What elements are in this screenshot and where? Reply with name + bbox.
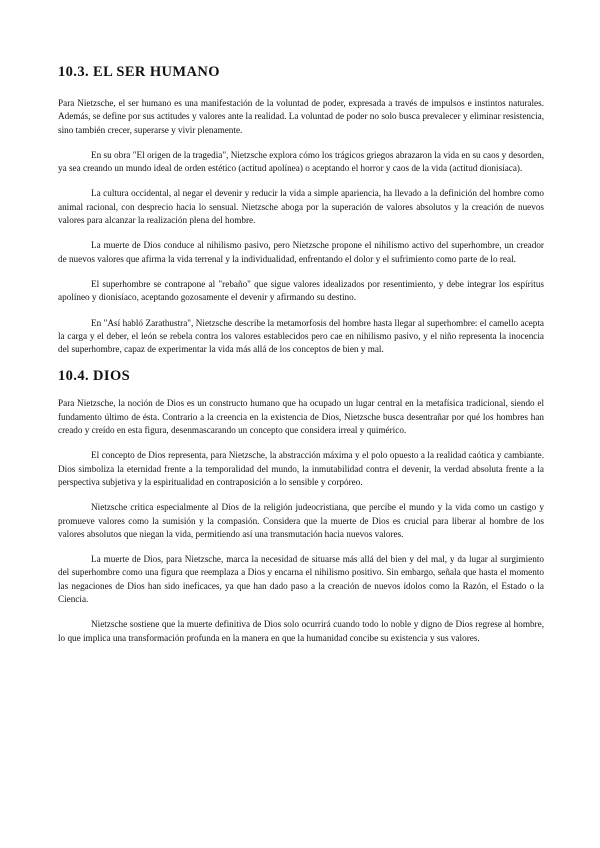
paragraph: Para Nietzsche, el ser humano es una manifestación de la voluntad de poder, expresada a través de impulsos e instintos naturales. Además, se define por sus actitudes y valores ante la realidad. La voluntad de poder no solo busca prevalecer y eliminar resistencia, sino también crecer, superarse y vivir plenamente.: [58, 98, 544, 135]
paragraph: Para Nietzsche, la noción de Dios es un constructo humano que ha ocupado un lugar central en la metafísica tradicional, siendo el fundamento último de ésta. Contrario a la creencia en la existencia de Dios, Nietzsche busca desentrañar por qué los hombres han creado y creído en esta figura, desenmascarando un concepto que considera irreal y quimérico.: [58, 398, 544, 436]
section-heading-dios: 10.4. DIOS: [58, 368, 131, 385]
paragraph: La cultura occidental, al negar el devenir y reducir la vida a simple apariencia, ha llevado a la definición del hombre como animal racional, con desprecio hacia lo sensual. Nietzsche aboga por la superación de valores absolutos y la creación de nuevos valores para alcanzar la realización plena del hombre.: [58, 188, 544, 226]
paragraph: Nietzsche critica especialmente al Dios de la religión judeocristiana, que percibe el mundo y la vida como un castigo y promueve valores como la sumisión y la compasión. Considera que la muerte de Dios es crucial para liberar al hombre de los valores absolutos que niegan la vida, permitiendo así una transmutación hacia nuevos valores.: [58, 502, 544, 539]
paragraph: La muerte de Dios, para Nietzsche, marca la necesidad de situarse más allá del bien y del mal, y da lugar al surgimiento del superhombre como una figura que reemplaza a Dios y encarna el nihilismo positivo. Sin embargo, señala que hasta el momento las negaciones de Dios han sido ineficaces, ya que han dado paso a la creación de nuevos ídolos como la Razón, el Estado o la Ciencia.: [58, 554, 544, 605]
section-heading-ser-humano: 10.3. EL SER HUMANO: [58, 64, 220, 80]
paragraph: En su obra "El origen de la tragedia", Nietzsche explora cómo los trágicos griegos abrazaron la vida en su caos y desorden, ya sea creando un mundo ideal de orden estético (actitud apolínea) o aceptando el horror y caos de la vida (actitud dionisíaca).: [58, 149, 544, 174]
paragraph: El concepto de Dios representa, para Nietzsche, la abstracción máxima y el polo opuesto a la realidad caótica y cambiante. Dios simboliza la eternidad frente a la temporalidad del mundo, la inmutabilidad contra el devenir, la verdad absoluta frente a la perspectiva subjetiva y la espiritualidad en contraposición a lo sensible y corpóreo.: [58, 450, 544, 487]
paragraph: Nietzsche sostiene que la muerte definitiva de Dios solo ocurrirá cuando todo lo noble y digno de Dios regrese al hombre, lo que implica una transformación profunda en la manera en que la humanidad concibe su existencia y sus valores.: [58, 619, 544, 643]
document-body: [58, 64, 544, 657]
paragraph: En "Así habló Zarathustra", Nietzsche describe la metamorfosis del hombre hasta llegar al superhombre: el camello acepta la carga y el deber, el león se rebela contra los valores establecidos pero cae en nihilismo pasivo, y el niño representa la inocencia del superhombre, capaz de experimentar la vida más allá de los conceptos de bien y mal.: [58, 317, 544, 355]
paragraph: El superhombre se contrapone al "rebaño" que sigue valores idealizados por resentimiento, y debe integrar los espíritus apolíneo y dionisíaco, aceptando gozosamente el devenir y afirmando su destino.: [58, 278, 544, 303]
paragraph: La muerte de Dios conduce al nihilismo pasivo, pero Nietzsche propone el nihilismo activo del superhombre, un creador de nuevos valores que afirma la vida terrenal y la individualidad, enfrentando el dolor y el sufrimiento como parte de lo real.: [58, 240, 544, 264]
